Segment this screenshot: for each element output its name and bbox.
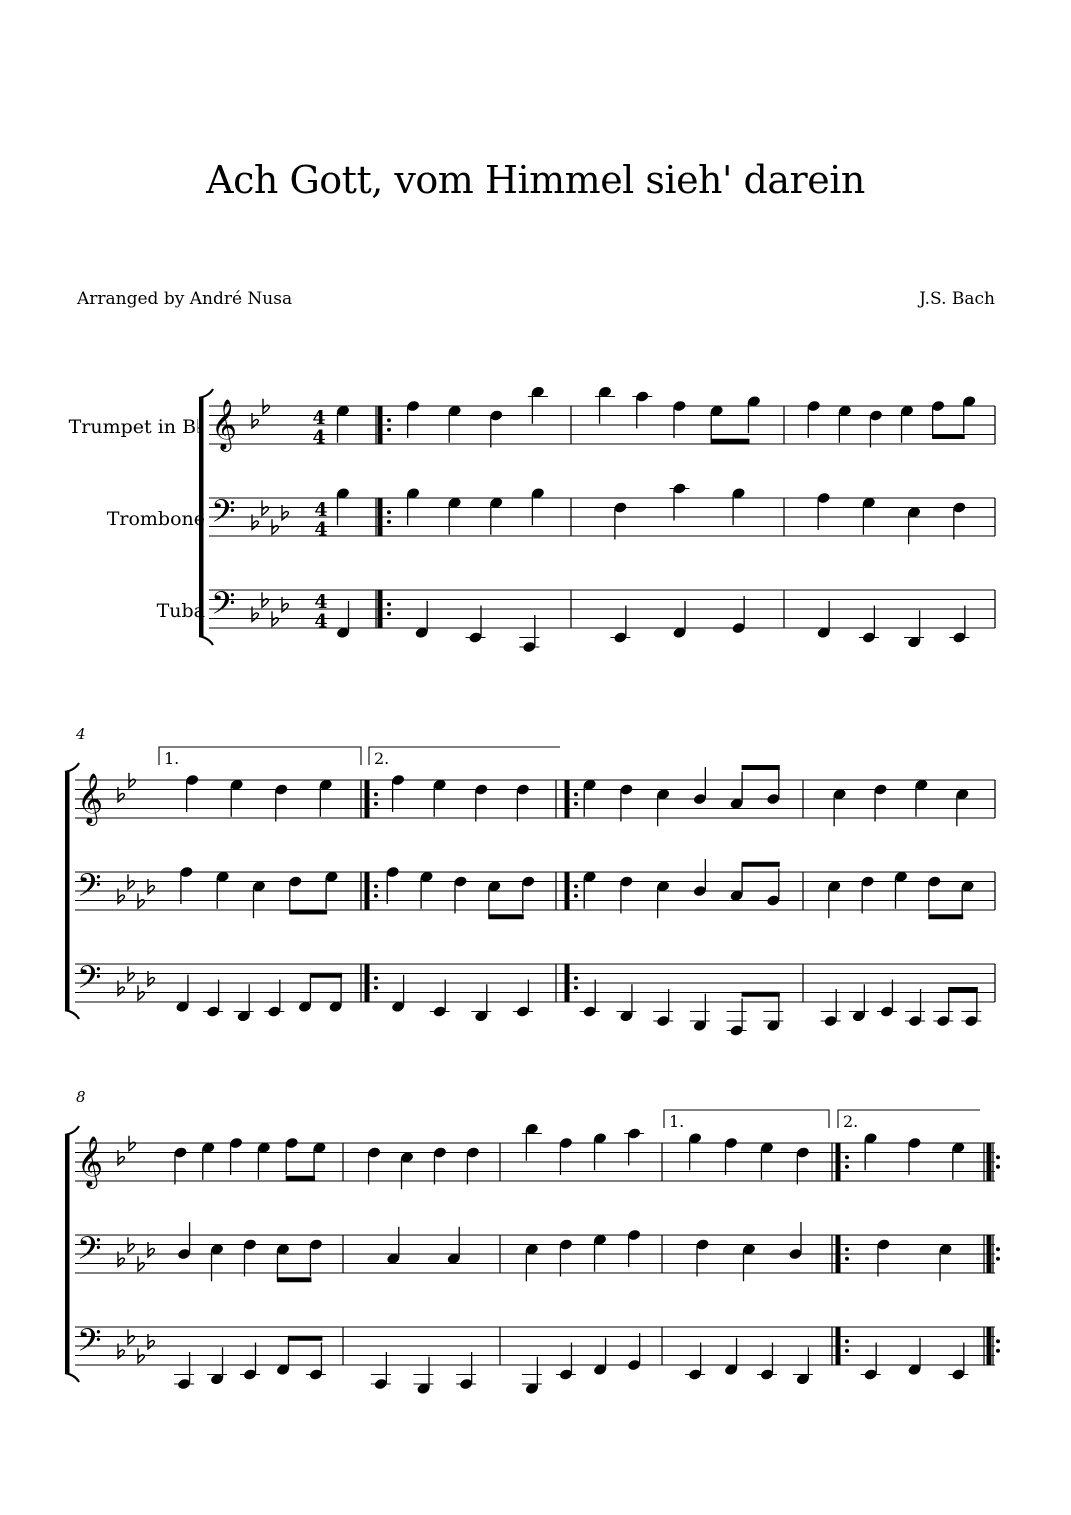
treble-clef-icon: 𝄞 [77,773,104,824]
beam [742,862,780,867]
repeat-dot [574,976,578,980]
bass-clef-icon: 𝄢 [211,585,236,629]
repeat-dot [996,1165,1000,1169]
repeat-dot [387,602,391,606]
bracket-bottom [65,1010,79,1019]
repeat-dot [845,1247,849,1251]
volta-bracket [838,1110,980,1128]
volta-label-2: 2. [374,749,390,768]
repeat-dot [574,884,578,888]
volta-bracket [369,747,560,765]
repeat-dot [996,1247,1000,1251]
beam [928,914,963,919]
beam [286,1176,315,1181]
time-signature-numerator: 4 [312,407,326,430]
beam [948,987,978,992]
repeat-dot [574,802,578,806]
system-bracket [65,1135,70,1373]
repeat-dot [387,418,391,422]
volta-bracket [664,1110,829,1128]
beam [742,765,780,770]
composer-credit: J.S. Bach [919,289,995,309]
repeat-dot [845,1339,849,1343]
measure-number: 8 [76,1088,86,1106]
bass-clef-icon: 𝄢 [77,867,102,911]
staff-s2-2 [75,872,995,910]
measure-number: 4 [76,725,86,743]
repeat-dot [845,1257,849,1261]
repeat-dot [374,792,378,796]
repeat-dot [387,612,391,616]
treble-clef-icon: 𝄞 [211,399,238,450]
repeat-dot [574,894,578,898]
system-bracket [65,772,70,1010]
repeat-dot [387,520,391,524]
staff-s2-3 [75,964,995,1002]
repeat-dot [387,428,391,432]
repeat-dot [574,986,578,990]
bass-clef-icon: 𝄢 [77,1322,102,1366]
arranger-credit: Arranged by André Nusa [77,289,293,309]
beam [711,439,750,444]
beam [288,1336,322,1341]
instrument-label-trombone: Trombone [106,508,205,530]
volta-label-1: 1. [164,749,180,768]
repeat-dot [845,1349,849,1353]
repeat-dot [996,1155,1000,1159]
repeat-dot [374,884,378,888]
bass-clef-icon: 𝄢 [77,1230,102,1274]
treble-clef-icon: 𝄞 [77,1136,104,1187]
instrument-label-tuba: Tuba [156,600,205,622]
bracket-top [65,763,79,772]
repeat-dot [387,510,391,514]
bass-clef-icon: 𝄢 [77,959,102,1003]
bracket-bottom [65,1373,79,1382]
repeat-dot [374,894,378,898]
bracket-top [199,389,213,398]
repeat-dot [996,1339,1000,1343]
repeat-dot [374,986,378,990]
beam [310,973,342,978]
time-signature-numerator: 4 [314,591,328,614]
repeat-dot [574,792,578,796]
volta-bracket [159,747,361,765]
staff-s2-1 [75,780,995,818]
repeat-dot [845,1155,849,1159]
beam [932,434,965,439]
beam [488,914,523,919]
time-signature-numerator: 4 [314,499,328,522]
time-signature-denominator: 4 [314,610,328,633]
repeat-dot [996,1257,1000,1261]
volta-label-1: 1. [669,1112,685,1131]
bracket-bottom [199,636,213,645]
volta-label-2: 2. [843,1112,859,1131]
repeat-dot [374,802,378,806]
time-signature-denominator: 4 [312,426,326,449]
staff-s3-3 [75,1327,995,1365]
bass-clef-icon: 𝄢 [211,493,236,537]
time-signature-denominator: 4 [314,518,328,541]
beam [277,1277,311,1282]
beam [742,992,780,997]
staff-s3-2 [75,1235,995,1273]
instrument-label-trumpet: Trumpet in B♭ [68,416,205,438]
repeat-dot [996,1349,1000,1353]
piece-title: Ach Gott, vom Himmel sieh' darein [206,158,865,202]
bracket-top [65,1126,79,1135]
repeat-dot [845,1165,849,1169]
beam [289,910,327,915]
repeat-dot [374,976,378,980]
